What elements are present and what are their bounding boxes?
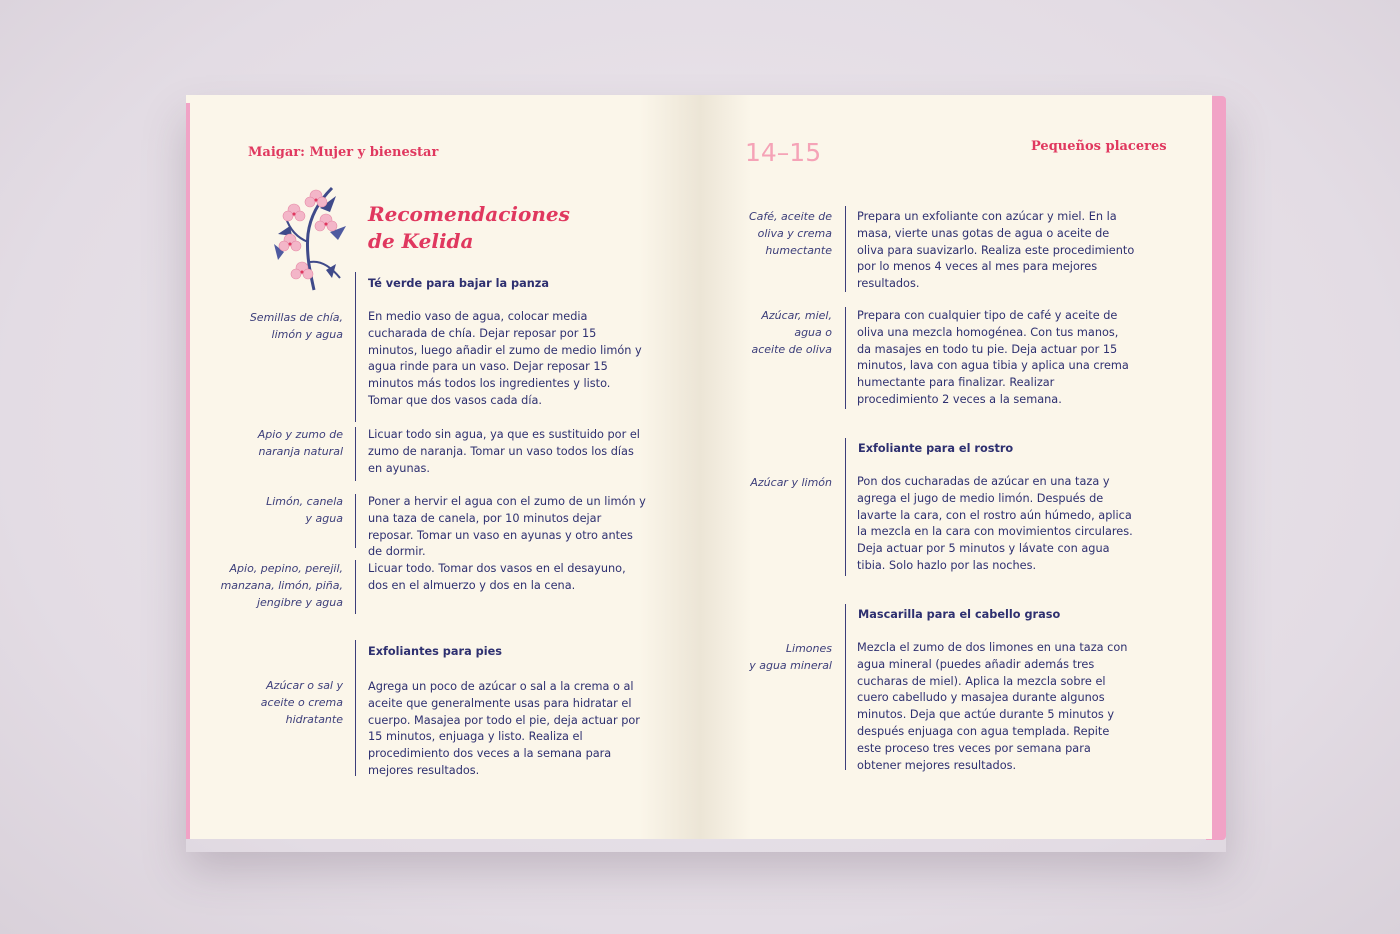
recipe-text: Prepara un exfoliante con azúcar y miel. En la masa, vierte unas gotas de agua o aceite de oliva para suavizarlo. Realiza este procedimiento por lo menos 4 veces al mes para mejores resultados.: [857, 210, 1135, 291]
section-subtitle: Té verde para bajar la panza: [368, 277, 550, 290]
ingredient-line: aceite o crema: [260, 695, 343, 709]
ingredient-line: hidratante: [285, 712, 343, 726]
ingredients-label: [200, 310, 343, 344]
ingredient-line: jengibre y agua: [256, 595, 343, 609]
ingredients-label: [200, 494, 343, 528]
ingredients-label: [690, 641, 832, 675]
column-rule: [845, 604, 846, 770]
ingredients-label: [200, 678, 343, 728]
left-running-header: Maigar: Mujer y bienestar: [248, 145, 439, 160]
ingredients-label: [200, 561, 343, 611]
ingredient-line: Café, aceite de: [749, 210, 832, 223]
column-rule: [355, 427, 356, 481]
column-rule: [845, 307, 846, 409]
ingredients-label: [690, 475, 832, 492]
ingredients-label: [690, 209, 832, 259]
article-title: [368, 201, 608, 255]
recipe-text: En medio vaso de agua, colocar media cucharada de chía. Dejar reposar por 15 minutos, luego añadir el zumo de medio limón y agua rinde para un vaso. Dejar reposar 15 minutos más todos los ingredientes y listo. Tomar que dos vasos cada día.: [368, 310, 642, 407]
ingredient-line: humectante: [765, 243, 832, 257]
ingredient-line: agua o: [794, 325, 832, 339]
ingredient-line: Apio, pepino, perejil,: [229, 562, 343, 575]
ingredient-line: oliva y crema: [757, 226, 832, 240]
ingredient-line: Azúcar y limón: [750, 476, 832, 489]
recipe-text: Prepara con cualquier tipo de café y aceite de oliva una mezcla homogénea. Con tus manos, da masajes en todo tu pie. Deja actuar por 15 minutos, lava con agua tibia y aplica una crema humectante para finalizar. Realizar procedimiento 2 veces a la semana.: [857, 309, 1129, 406]
ingredient-line: Limón, canela: [266, 495, 343, 508]
section-subtitle: Mascarilla para el cabello graso: [858, 608, 1061, 621]
ingredient-line: Apio y zumo de: [257, 428, 343, 441]
ingredient-line: Semillas de chía,: [249, 311, 343, 324]
column-rule: [355, 560, 356, 614]
cherry-blossom-branch-icon: [270, 182, 354, 294]
ingredients-label: [200, 427, 343, 461]
recipe-text: Agrega un poco de azúcar o sal a la crema o al aceite que generalmente usas para hidratar el cuerpo. Masajea por todo el pie, deja actuar por 15 minutos, enjuaga y listo. Realiza el procedimiento dos veces a la semana para mejores resultados.: [368, 680, 640, 777]
page-number: 14–15: [745, 138, 822, 167]
recipe-text: Licuar todo sin agua, ya que es sustituido por el zumo de naranja. Tomar un vaso todos los días en ayunas.: [368, 428, 640, 475]
ingredient-line: naranja natural: [258, 444, 343, 458]
section-subtitle: Exfoliantes para pies: [368, 645, 502, 658]
ingredient-line: y agua mineral: [749, 658, 832, 672]
column-rule: [355, 640, 356, 776]
recipe-text: Pon dos cucharadas de azúcar en una taza y agrega el jugo de medio limón. Después de lavarte la cara, con el rostro aún húmedo, aplica la mezcla en la cara con movimientos circulares. Deja actuar por 5 minutos y lávate con agua tibia. Solo hazlo por las noches.: [857, 475, 1133, 572]
ingredient-line: Azúcar o sal y: [266, 679, 343, 692]
title-line-2: de Kelida: [368, 229, 474, 253]
column-rule: [355, 494, 356, 548]
ingredient-line: y agua: [305, 511, 343, 525]
ingredient-line: Limones: [785, 642, 832, 655]
column-rule: [355, 272, 356, 422]
recipe-text: Licuar todo. Tomar dos vasos en el desayuno, dos en el almuerzo y dos en la cena.: [368, 562, 626, 592]
ingredient-line: limón y agua: [271, 327, 343, 341]
right-running-header: Pequeños placeres: [1031, 139, 1167, 154]
recipe-text: Poner a hervir el agua con el zumo de un limón y una taza de canela, por 10 minutos dejar reposar. Tomar un vaso en ayunas y otro antes de dormir.: [368, 495, 646, 559]
left-pink-edge: [186, 103, 190, 839]
section-subtitle: Exfoliante para el rostro: [858, 442, 1014, 455]
recipe-text: Mezcla el zumo de dos limones en una taza con agua mineral (puedes añadir además tres cucharas de miel). Aplica la mezcla sobre el cuero cabelludo y masajea durante algunos minutos. Deja que actúe durante 5 minutos y después enjuaga con agua templada. Repite este proceso tres veces por semana para obtener mejores resultados.: [857, 641, 1128, 772]
column-rule: [845, 438, 846, 576]
ingredients-label: [690, 308, 832, 358]
ingredient-line: aceite de oliva: [751, 342, 832, 356]
ingredient-line: Azúcar, miel,: [761, 309, 832, 322]
column-rule: [845, 206, 846, 292]
title-line-1: Recomendaciones: [368, 202, 570, 226]
ingredient-line: manzana, limón, piña,: [220, 578, 343, 592]
